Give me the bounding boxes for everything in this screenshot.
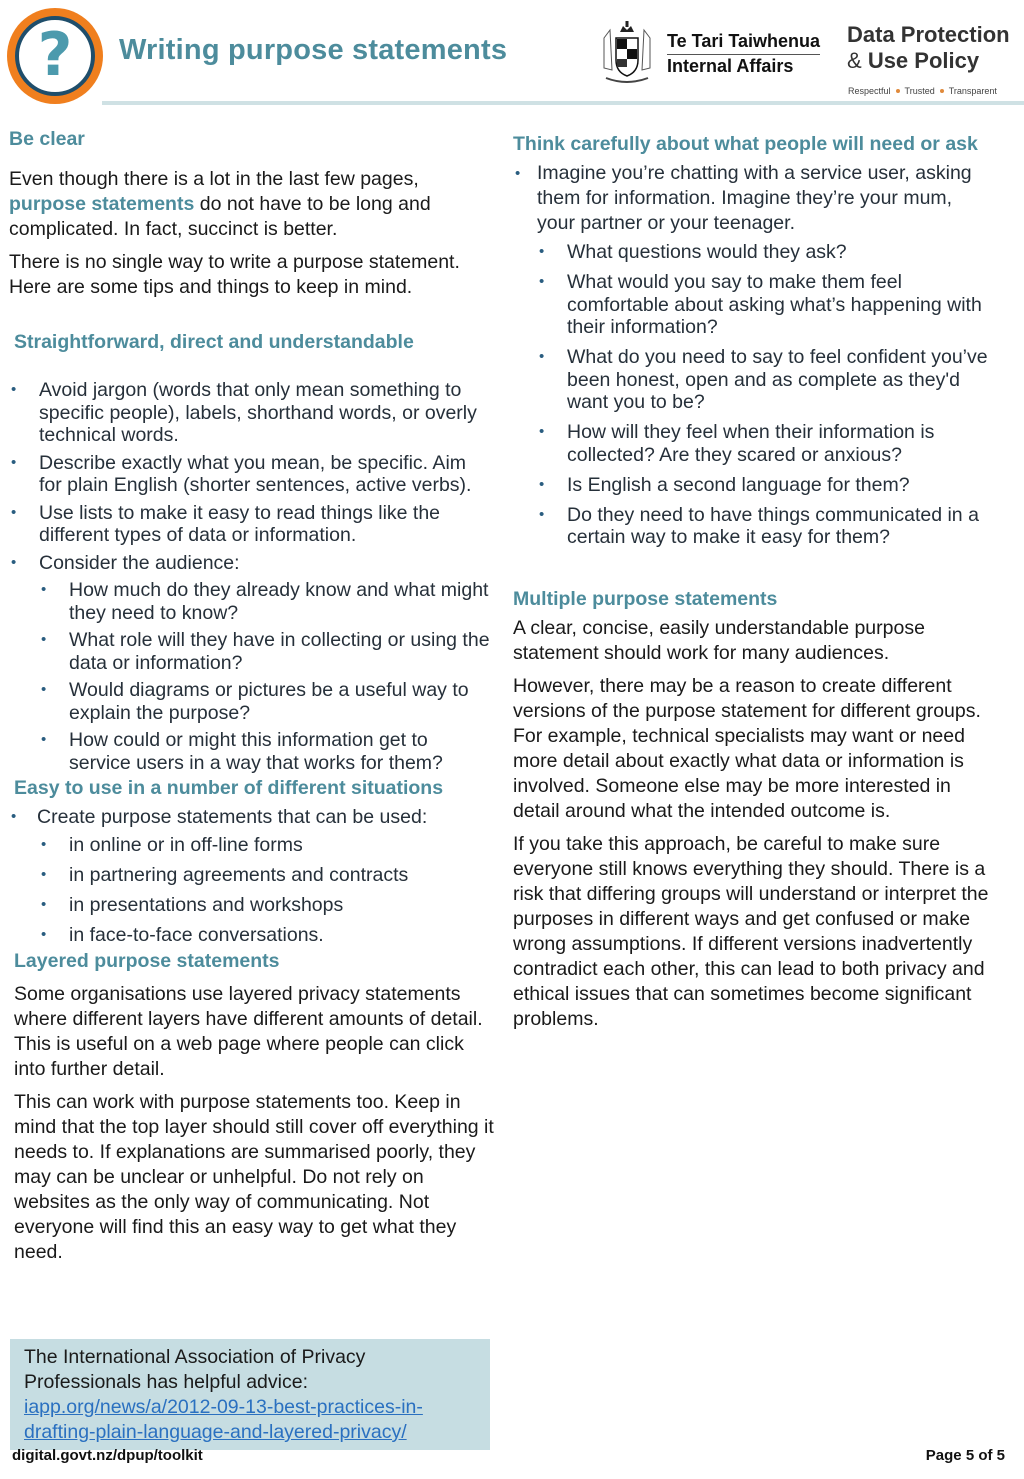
header-divider [102, 101, 1024, 105]
list-item: • in presentations and workshops [39, 894, 494, 917]
list-item: • Do they need to have things communicated in a certain way to make it easy for them? [537, 504, 993, 549]
be-clear-paragraph-1: Even though there is a lot in the last few pages, purpose statements do not have to be long and complicated. In fact, succinct is better. [9, 168, 431, 240]
page-title: Writing purpose statements [119, 34, 508, 66]
situations-sublist [39, 834, 494, 947]
list-item: • What role will they have in collecting or using the data or information? [39, 629, 494, 674]
right-column [513, 132, 993, 1040]
list-item: • Imagine you’re chatting with a service user, asking them for information. Imagine they’re your mum, your partner or your teenager. [513, 161, 993, 236]
multiple-paragraph-2: However, there may be a reason to create different versions of the purpose statement for different groups. For example, technical specialists may want or need more detail about exactly what data or information is involved. Someone else may be more interested in detail around what the intended outcome is. [513, 674, 981, 822]
coat-of-arms-icon [594, 20, 660, 86]
resource-callout [10, 1339, 490, 1450]
easy-to-use-list [9, 806, 494, 829]
policy-values: Respectful Trusted Transparent [848, 86, 997, 96]
multiple-paragraph-1: A clear, concise, easily understandable purpose statement should work for many audiences. [513, 616, 925, 664]
list-item: • in face-to-face conversations. [39, 924, 494, 947]
dot-separator-icon [896, 89, 900, 93]
list-item: • Use lists to make it easy to read things like the different types of data or information. [9, 502, 494, 547]
page-number: Page 5 of 5 [925, 1447, 1005, 1464]
list-item: • in online or in off-line forms [39, 834, 494, 857]
list-item: • What questions would they ask? [537, 241, 993, 264]
footer-url: digital.govt.nz/dpup/toolkit [12, 1447, 203, 1464]
list-item: • Would diagrams or pictures be a useful way to explain the purpose? [39, 679, 494, 724]
layered-paragraph-1: Some organisations use layered privacy statements where different layers have different amounts of detail. This is useful on a web page where people can click into further detail. [14, 983, 483, 1080]
section-heading-think-carefully: Think carefully about what people will need or ask [513, 133, 978, 155]
list-item: • Create purpose statements that can be used: [9, 806, 494, 829]
iapp-link[interactable]: iapp.org/news/a/2012-09-13-best-practices-in-drafting-plain-language-and-layered-privacy/ [24, 1396, 423, 1443]
page-header [0, 0, 1024, 110]
section-heading-multiple: Multiple purpose statements [513, 587, 778, 610]
list-item: • How will they feel when their information is collected? Are they scared or anxious? [537, 421, 993, 466]
list-item: • in partnering agreements and contracts [39, 864, 494, 887]
multiple-paragraph-3: If you take this approach, be careful to make sure everyone still knows everything they should. There is a risk that differing groups will understand or interpret the purposes in different ways and get confused or make wrong assumptions. If different versions inadvertently contradict each other, this can lead to both privacy and ethical issues that can sometimes become significant problems. [513, 832, 989, 1030]
list-item: • How much do they already know and what might they need to know? [39, 579, 494, 624]
questions-sublist [537, 241, 993, 549]
question-mark-icon: ? [7, 8, 103, 104]
dpup-logo-text: Data Protection & Use Policy [847, 22, 1010, 73]
audience-sublist [39, 579, 494, 774]
highlight-term: purpose statements [9, 193, 195, 215]
section-heading-easy-to-use: Easy to use in a number of different situations [14, 777, 444, 799]
layered-paragraph-2: This can work with purpose statements too. Keep in mind that the top layer should still cover off everything it needs to. If explanations are summarised poorly, they may can be unclear or unhelpful. Do not rely on websites as the only way of communicating. Not everyone will find this an easy way to get what they need. [14, 1091, 494, 1263]
straightforward-list [9, 379, 494, 574]
org-name-maori: Te Tari Taiwhenua [667, 30, 820, 55]
section-heading-layered: Layered purpose statements [14, 950, 280, 972]
list-item: • Describe exactly what you mean, be specific. Aim for plain English (shorter sentences, active verbs). [9, 452, 494, 497]
list-item: • Is English a second language for them? [537, 474, 993, 497]
list-item: • Avoid jargon (words that only mean something to specific people), labels, shorthand words, or overly technical words. [9, 379, 494, 447]
list-item: • Consider the audience: [9, 552, 494, 575]
callout-text: The International Association of Privacy Professionals has helpful advice: [24, 1346, 366, 1393]
list-item: • What would you say to make them feel comfortable about asking what’s happening with their information? [537, 271, 993, 339]
be-clear-paragraph-2: There is no single way to write a purpose statement. Here are some tips and things to keep in mind. [9, 251, 460, 298]
dot-separator-icon [940, 89, 944, 93]
section-heading-be-clear: Be clear [9, 128, 85, 150]
left-column [9, 127, 494, 1273]
list-item: • What do you need to say to feel confident you’ve been honest, open and as complete as they'd want you to be? [537, 346, 993, 414]
think-list [513, 161, 993, 236]
list-item: • How could or might this information get to service users in a way that works for them? [39, 729, 494, 774]
org-name-english: Internal Affairs [667, 56, 794, 76]
dia-logo-text [667, 30, 820, 78]
section-heading-straightforward: Straightforward, direct and understandable [14, 331, 414, 353]
